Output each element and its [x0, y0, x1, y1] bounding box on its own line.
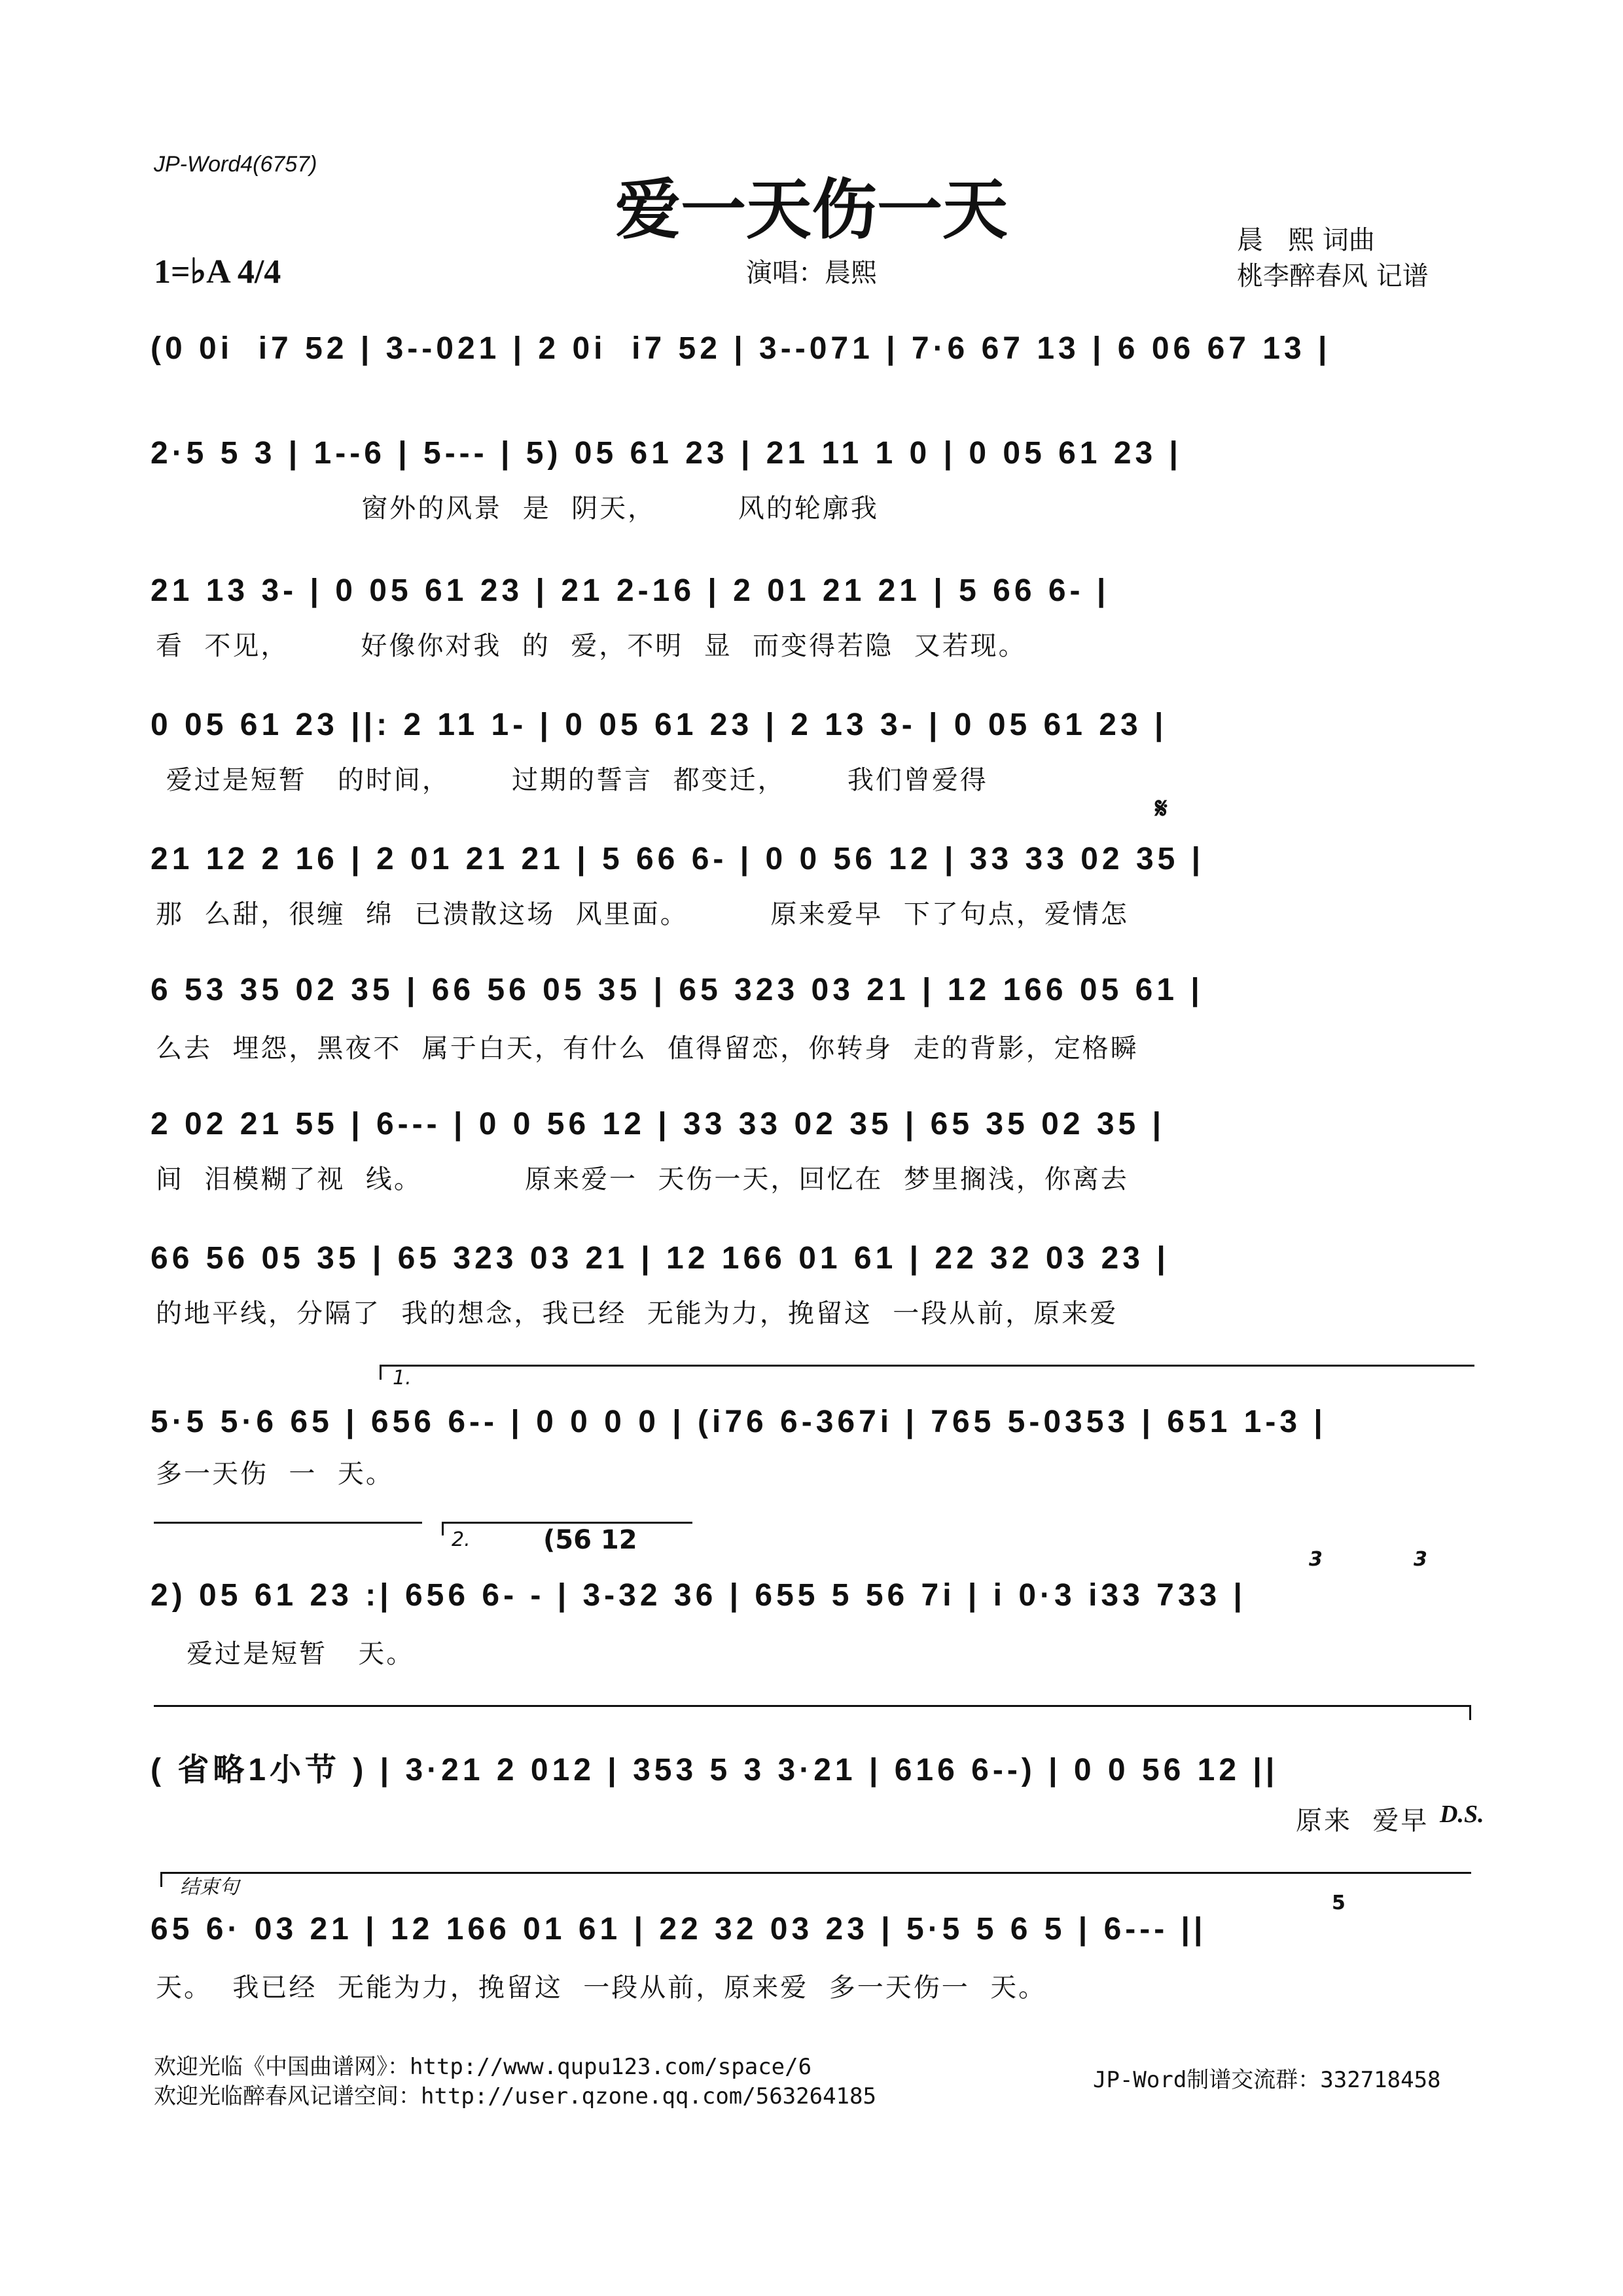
lyrics-row-6: 么去 埋怨，黑夜不 属于白天，有什么 值得留恋，你转身 走的背影，定格瞬: [156, 1033, 1139, 1064]
notes-row-3: 21 13 3- | 0 05 61 23 | 21 2-16 | 2 01 21 21 | 5 66 6- |: [151, 573, 1110, 608]
coda-bracket: [154, 1705, 1471, 1720]
lyrics-row-12: 天。 我已经 无能为力，挽留这 一段从前，原来爱 多一天伤一 天。: [156, 1973, 1047, 2003]
ending-label: 结束句: [180, 1876, 239, 1899]
volta-2-label: 2.: [452, 1528, 471, 1551]
notes-row-6: 6 53 35 02 35 | 66 56 05 35 | 65 323 03 21 | 12 166 05 61 |: [151, 973, 1204, 1007]
lyrics-row-2: 窗外的风景 是 阴天， 风的轮廓我: [156, 493, 879, 524]
footer-group: JP-Word制谱交流群：332718458: [1093, 2067, 1441, 2093]
notes-row-10: 2) 05 61 23 :| 656 6- - | 3-32 36 | 655 5 56 7i | i 0·3 i33 733 |: [151, 1578, 1246, 1613]
lyrics-row-8: 的地平线，分隔了 我的想念，我已经 无能为力，挽留这 一段从前，原来爱: [156, 1299, 1118, 1329]
volta-2-left-bracket: [154, 1522, 422, 1524]
notes-row-4: 0 05 61 23 ||: 2 11 1- | 0 05 61 23 | 2 13 3- | 0 05 61 23 |: [151, 708, 1168, 742]
notes-row-1: (0 0i i7 52 | 3--021 | 2 0i i7 52 | 3--071 | 7·6 67 13 | 6 06 67 13 |: [151, 331, 1331, 366]
notes-row-8: 66 56 05 35 | 65 323 03 21 | 12 166 01 61 | 22 32 03 23 |: [151, 1241, 1169, 1276]
ds-mark: D.S.: [1440, 1801, 1484, 1828]
notes-row-12: 65 6· 03 21 | 12 166 01 61 | 22 32 03 23 | 5·5 5 6 5 | 6--- ||: [151, 1912, 1207, 1946]
notes-row-9: 5·5 5·6 65 | 656 6-- | 0 0 0 0 | (i76 6-367i | 765 5-0353 | 651 1-3 |: [151, 1405, 1327, 1439]
singer-credit: 演唱：晨熙: [746, 258, 877, 288]
lyrics-row-7: 间 泪模糊了视 线。 原来爱一 天伤一天，回忆在 梦里搁浅，你离去: [156, 1164, 1129, 1194]
software-label: JP-Word4(6757): [154, 152, 317, 177]
volta-2-extra: (56 12: [543, 1525, 637, 1555]
footer-link-1[interactable]: 欢迎光临《中国曲谱网》：http://www.qupu123.com/space/6: [154, 2054, 812, 2080]
lyrics-row-10: 爱过是短暂 天。: [156, 1639, 415, 1669]
lyrics-row-9: 多一天伤 一 天。: [156, 1459, 394, 1489]
segno-mark: 𝄋: [1155, 792, 1168, 825]
footer-link-2[interactable]: 欢迎光临醉春风记谱空间：http://user.qzone.qq.com/563264185: [154, 2083, 876, 2109]
notes-row-2: 2·5 5 3 | 1--6 | 5--- | 5) 05 61 23 | 21 11 1 0 | 0 05 61 23 |: [151, 436, 1182, 471]
lyrics-row-5: 那 么甜，很缠 绵 已溃散这场 风里面。 原来爱早 下了句点，爱情怎: [156, 899, 1129, 929]
lyrics-row-4: 爱过是短暂 的时间， 过期的誓言 都变迁， 我们曾爱得: [156, 765, 988, 795]
lyrics-row-3: 看 不见， 好像你对我 的 爱，不明 显 而变得若隐 又若现。: [156, 631, 1027, 661]
ds-lyric: 原来 爱早: [1296, 1806, 1429, 1836]
triplet-mark-2: 3: [1414, 1548, 1427, 1571]
volta-1-bracket: [380, 1365, 1474, 1380]
lyricist-credit: 晨 熙 词曲: [1237, 225, 1375, 255]
notes-row-7: 2 02 21 55 | 6--- | 0 0 56 12 | 33 33 02 35 | 65 35 02 35 |: [151, 1107, 1166, 1141]
triplet-mark-1: 3: [1309, 1548, 1323, 1571]
grace-note: 5: [1332, 1892, 1346, 1914]
notes-row-5: 21 12 2 16 | 2 01 21 21 | 5 66 6- | 0 0 56 12 | 33 33 02 35 |: [151, 842, 1205, 876]
transcriber-credit: 桃李醉春风 记谱: [1237, 261, 1429, 291]
song-title: 爱一天伤一天: [615, 171, 1008, 248]
volta-1-label: 1.: [393, 1367, 412, 1390]
ending-bracket: [160, 1872, 1471, 1887]
key-signature: 1=♭A 4/4: [154, 253, 281, 291]
notes-row-11: ( 省略1小节 ) | 3·21 2 012 | 353 5 3 3·21 | 616 6--) | 0 0 56 12 ||: [151, 1753, 1279, 1787]
